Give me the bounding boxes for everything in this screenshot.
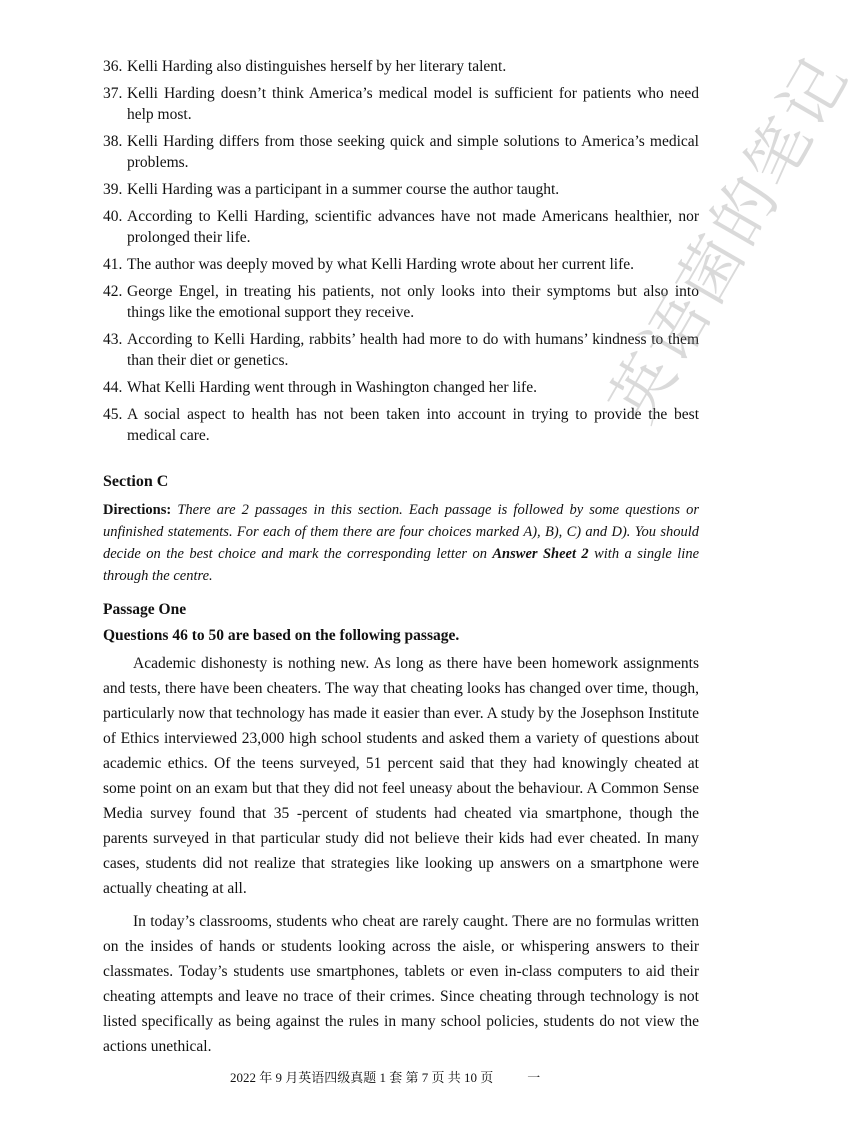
questions-heading: Questions 46 to 50 are based on the following passage. [103, 627, 460, 644]
passage-title: Passage One [103, 601, 187, 618]
statement-text: The author was deeply moved by what Kelli Harding wrote about her current life. [127, 256, 635, 273]
statement-item [103, 83, 699, 125]
statement-item [103, 56, 699, 77]
statement-number: 44. [103, 379, 123, 396]
page-footer [230, 1069, 570, 1087]
statement-item [103, 404, 699, 446]
statement-item [103, 131, 699, 173]
passage-paragraph: Academic dishonesty is nothing new. As long as there have been homework assignments and tests, there have been cheaters. The way that cheating looks has changed over time, though, particularly now that technology has made it easier than ever. A study by the Josephson Institute of Ethics interviewed 23,000 high school students and asked them a variety of questions about academic ethics. Of the teens surveyed, 51 percent said that they had knowingly cheated at some point on an exam but that they did not feel uneasy about the behaviour. A Common Sense Media survey found that 35 -percent of students had cheated via smartphone, though the parents surveyed in that particular study did not believe their kids had ever cheated. In many cases, students did not realize that strategies like looking up answers on a smartphone were actually cheating at all. [103, 655, 699, 897]
statement-text: According to Kelli Harding, scientific advances have not made Americans healthier, nor prolonged their life. [127, 208, 699, 246]
footer-text: 2022 年 9 月英语四级真题 1 套 第 7 页 共 10 页 [230, 1070, 494, 1085]
statement-number: 39. [103, 181, 123, 198]
section-c [103, 471, 699, 1067]
statement-number: 36. [103, 58, 123, 75]
statement-text: According to Kelli Harding, rabbits’ health had more to do with humans’ kindness to them than their diet or genetics. [127, 331, 699, 369]
statement-number: 38. [103, 133, 123, 150]
statement-text: Kelli Harding doesn’t think America’s medical model is sufficient for patients who need help most. [127, 85, 699, 123]
statement-text: Kelli Harding also distinguishes herself by her literary talent. [127, 58, 507, 75]
statement-text: What Kelli Harding went through in Washington changed her life. [127, 379, 537, 396]
statement-number: 43. [103, 331, 123, 348]
statement-item [103, 254, 699, 275]
statement-text: Kelli Harding was a participant in a summer course the author taught. [127, 181, 560, 198]
statement-text: George Engel, in treating his patients, not only looks into their symptoms but also into things like the emotional support they receive. [127, 283, 699, 321]
directions-text-end: with a single line through the centre. [103, 546, 700, 584]
statement-item [103, 281, 699, 323]
statement-item [103, 179, 699, 200]
statement-item [103, 329, 699, 371]
passage-paragraph: In today’s classrooms, students who cheat are rarely caught. There are no formulas written on the insides of hands or students looking across the aisle, or whispering answers to their classmates. Today’s students use smartphones, tablets or even in-class computers to aid their cheating attempts and leave no trace of their crimes. Since cheating through technology is not listed specifically as being against the rules in many school policies, students do not view the actions unethical. [103, 913, 699, 1055]
answer-sheet-label: Answer Sheet 2 [492, 546, 589, 562]
statement-item [103, 206, 699, 248]
statement-number: 37. [103, 85, 123, 102]
statement-number: 45. [103, 406, 123, 423]
statement-number: 41. [103, 256, 123, 273]
statement-number: 40. [103, 208, 123, 225]
directions [103, 499, 699, 587]
statement-text: Kelli Harding differs from those seeking quick and simple solutions to America’s medical problems. [127, 133, 699, 171]
section-title: Section C [103, 473, 169, 490]
watermark: 英语菌的笔记 [595, 44, 864, 435]
directions-text: There are 2 passages in this section. Each passage is followed by some questions or unfinished statements. For each of them there are four choices marked A), B), C) and D). You should decide on the best choice and mark the corresponding letter on [103, 502, 700, 562]
directions-label: Directions: [103, 502, 172, 518]
statement-number: 42. [103, 283, 123, 300]
footer-mark: 一 [527, 1070, 541, 1085]
statement-text: A social aspect to health has not been taken into account in trying to provide the best medical care. [127, 406, 699, 444]
